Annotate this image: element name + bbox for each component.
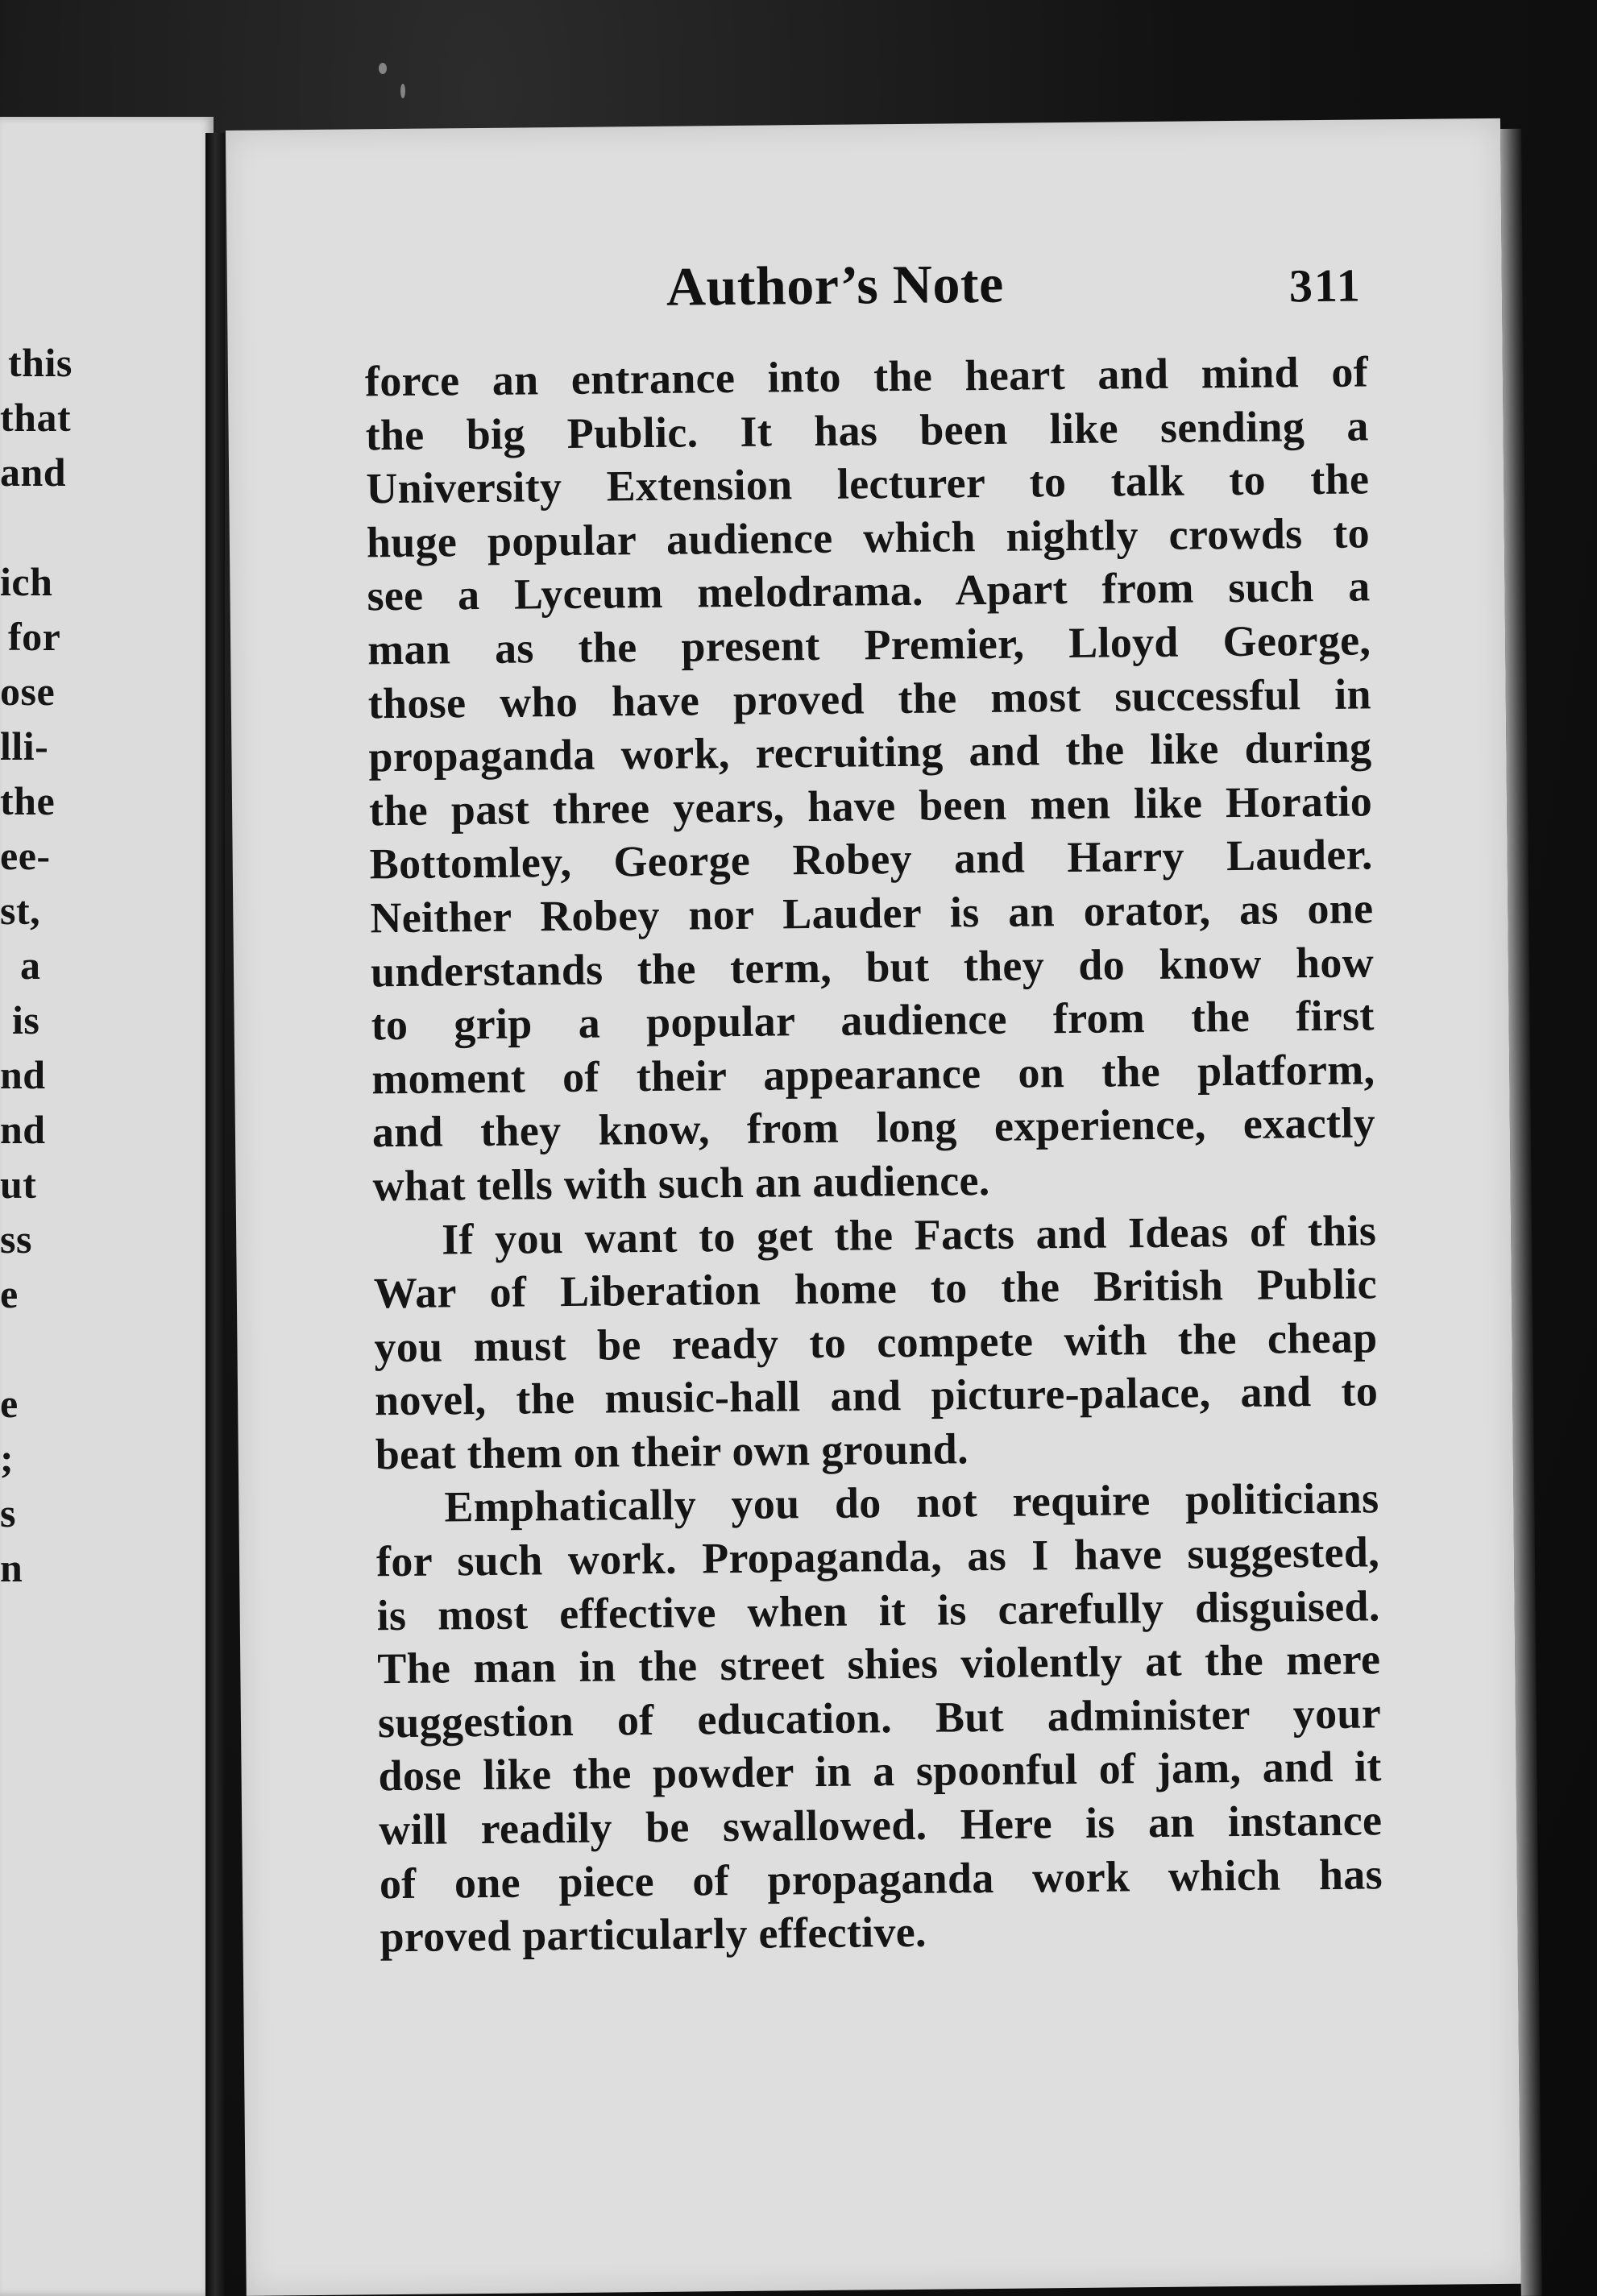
previous-page-fragment: st, [0, 888, 41, 933]
text-line: those who have proved the most successful in [367, 669, 1372, 727]
text-line: understands the term, but they do know how [370, 937, 1375, 996]
previous-page-fragment: ee- [0, 833, 51, 878]
page-number: 311 [1288, 259, 1363, 313]
text-line: what tells with such an audience. [372, 1155, 990, 1211]
text-line: If you want to get the Facts and Ideas of this [441, 1205, 1377, 1263]
previous-page-fragment: ose [0, 669, 56, 714]
previous-page-fragment: ss [0, 1216, 32, 1262]
previous-page-fragment: that [0, 395, 72, 440]
text-line: moment of their appearance on the platform, [371, 1045, 1375, 1104]
text-line: novel, the music-hall and picture-palace, and to [374, 1366, 1379, 1425]
dust-speck [400, 84, 405, 98]
text-line: will readily be swallowed. Here is an instance [378, 1796, 1383, 1855]
previous-page-fragment: lli- [0, 723, 49, 769]
previous-page-fragment: for [8, 614, 61, 659]
text-line: War of Liberation home to the British Public [373, 1259, 1378, 1318]
text-line: the big Public. It has been like sending a [365, 400, 1369, 459]
previous-page-fragment: nd [0, 1052, 46, 1097]
body-text [365, 345, 1383, 1964]
previous-page [0, 117, 214, 2296]
previous-page-fragment: is [12, 997, 40, 1042]
previous-page-fragment: ; [0, 1436, 15, 1481]
previous-page-fragment: ich [0, 559, 53, 604]
previous-page-fragment: ut [0, 1162, 37, 1207]
text-line: beat them on their own ground. [375, 1424, 969, 1479]
previous-page-fragment: n [0, 1545, 23, 1590]
text-line: proved particularly effective. [380, 1907, 927, 1962]
previous-page-fragment: nd [0, 1107, 46, 1152]
previous-page-fragment: e [0, 1381, 19, 1426]
book-spine [205, 133, 225, 2296]
current-page [226, 118, 1521, 2296]
dust-speck [379, 63, 387, 74]
text-line: The man in the street shies violently at the mere [377, 1635, 1381, 1693]
text-line: Bottomley, George Robey and Harry Lauder. [369, 830, 1373, 889]
text-line: suggestion of education. But administer your [377, 1689, 1382, 1747]
text-line: Emphatically you do not require politicians [444, 1473, 1379, 1531]
previous-page-fragment: e [0, 1271, 19, 1316]
text-line: you must be ready to compete with the cheap [374, 1313, 1378, 1371]
text-line: see a Lyceum melodrama. Apart from such a [367, 562, 1371, 620]
previous-page-fragment: s [0, 1490, 16, 1536]
text-line: dose like the powder in a spoonful of jam, and it [378, 1742, 1382, 1801]
text-line: huge popular audience which nightly crowds to [366, 508, 1371, 567]
previous-page-fragment: this [8, 340, 73, 385]
text-line: for such work. Propaganda, as I have suggested, [375, 1527, 1380, 1586]
previous-page-fragment: a [20, 943, 41, 988]
text-line: is most effective when it is carefully disguised. [376, 1581, 1380, 1639]
text-line: to grip a popular audience from the first [371, 991, 1375, 1050]
text-line: and they know, from long experience, exactly [371, 1098, 1376, 1157]
running-head-title: Author’s Note [666, 252, 1005, 317]
previous-page-fragment: the [0, 778, 56, 823]
text-line: Neither Robey nor Lauder is an orator, as one [370, 884, 1374, 943]
text-line: the past three years, have been men like Horatio [368, 777, 1373, 835]
text-line: University Extension lecturer to talk to the [365, 454, 1370, 513]
text-line: force an entrance into the heart and mind of [364, 347, 1369, 406]
previous-page-fragment: and [0, 450, 67, 495]
text-line: propaganda work, recruiting and the like during [368, 723, 1372, 781]
text-line: man as the present Premier, Lloyd George, [367, 615, 1371, 674]
text-line: of one piece of propaganda work which has [379, 1849, 1383, 1908]
